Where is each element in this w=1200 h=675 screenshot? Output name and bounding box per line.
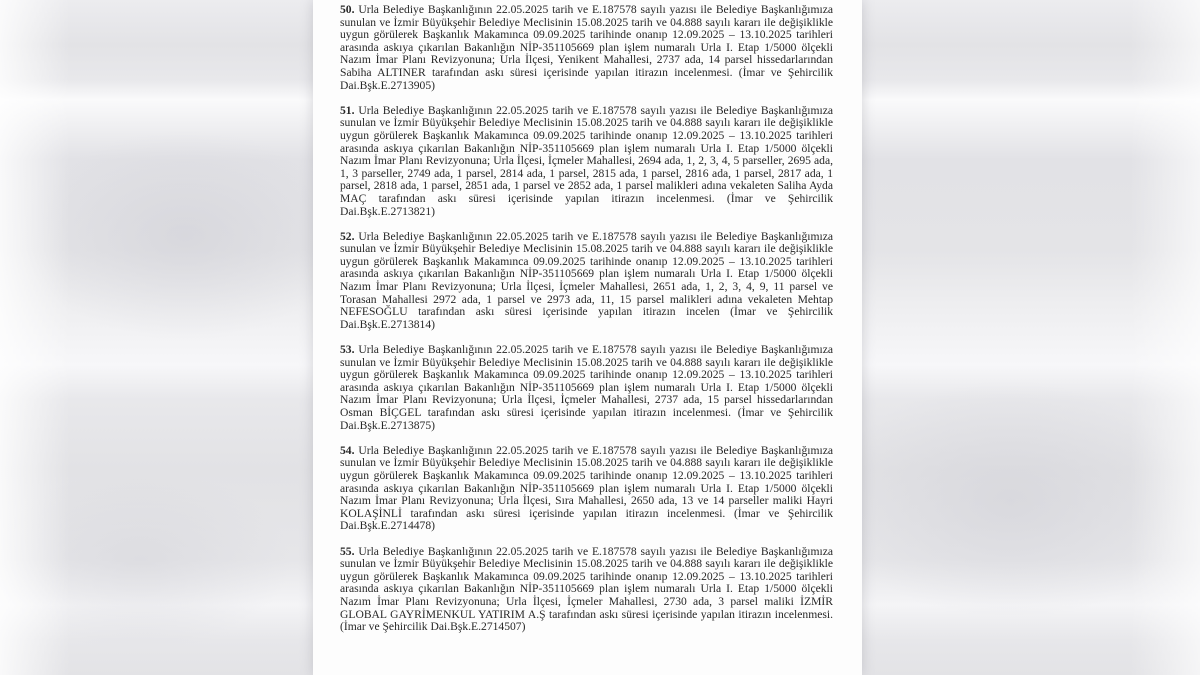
agenda-item-54-number: 54. bbox=[340, 443, 355, 457]
agenda-item-52 bbox=[340, 231, 833, 332]
agenda-item-53 bbox=[340, 344, 833, 432]
document-content bbox=[313, 0, 862, 634]
agenda-item-53-number: 53. bbox=[340, 343, 355, 357]
agenda-item-54-text: Urla Belediye Başkanlığının 22.05.2025 tarih ve E.187578 sayılı yazısı ile Belediye Başkanlığımıza sunulan ve İzmir Büyükşehir Belediye Meclisinin 15.08.2025 tarih ve 04.888 sayılı kararı ile değişiklikle uygun görülerek Başkanlık Makamınca 09.09.2025 tarihinde onanıp 12.09.2025 – 13.10.2025 tarihleri arasında askıya çıkarılan Bakanlığın NİP-351105669 plan işlem numaralı Urla I. Etap 1/5000 ölçekli Nazım İmar Planı Revizyonuna; Urla İlçesi, Sıra Mahallesi, 2650 ada, 13 ve 14 parseller maliki Hayri KOLAŞİNLİ tarafından askı süresi içerisinde yapılan itirazın incelenmesi. (İmar ve Şehircilik Dai.Bşk.E.2714478) bbox=[340, 443, 833, 533]
agenda-item-55-text: Urla Belediye Başkanlığının 22.05.2025 tarih ve E.187578 sayılı yazısı ile Belediye Başkanlığımıza sunulan ve İzmir Büyükşehir Belediye Meclisinin 15.08.2025 tarih ve 04.888 sayılı kararı ile değişiklikle uygun görülerek Başkanlık Makamınca 09.09.2025 tarihinde onanıp 12.09.2025 – 13.10.2025 tarihleri arasında askıya çıkarılan Bakanlığın NİP-351105669 plan işlem numaralı Urla I. Etap 1/5000 ölçekli Nazım İmar Planı Revizyonuna; Urla İlçesi, İçmeler Mahallesi, 2730 ada, 3 parsel maliki İZMİR GLOBAL GAYRİMENKUL YATIRIM A.Ş tarafından askı süresi içerisinde yapılan itirazın incelenmesi. (İmar ve Şehircilik Dai.Bşk.E.2714507) bbox=[340, 544, 833, 634]
agenda-item-50-text: Urla Belediye Başkanlığının 22.05.2025 tarih ve E.187578 sayılı yazısı ile Belediye Başkanlığımıza sunulan ve İzmir Büyükşehir Belediye Meclisinin 15.08.2025 tarih ve 04.888 sayılı kararı ile değişiklikle uygun görülerek Başkanlık Makamınca 09.09.2025 tarihinde onanıp 12.09.2025 – 13.10.2025 tarihleri arasında askıya çıkarılan Bakanlığın NİP-351105669 plan işlem numaralı Urla I. Etap 1/5000 ölçekli Nazım İmar Planı Revizyonuna; Urla İlçesi, Yenikent Mahallesi, 2737 ada, 14 parsel hissedarlarından Sabiha ALTINER tarafından askı süresi içerisinde yapılan itirazın incelenmesi. (İmar ve Şehircilik Dai.Bşk.E.2713905) bbox=[340, 3, 833, 92]
agenda-item-51-number: 51. bbox=[340, 103, 355, 117]
agenda-item-52-text: Urla Belediye Başkanlığının 22.05.2025 tarih ve E.187578 sayılı yazısı ile Belediye Başkanlığımıza sunulan ve İzmir Büyükşehir Belediye Meclisinin 15.08.2025 tarih ve 04.888 sayılı kararı ile değişiklikle uygun görülerek Başkanlık Makamınca 09.09.2025 tarihinde onanıp 12.09.2025 – 13.10.2025 tarihleri arasında askıya çıkarılan Bakanlığın NİP-351105669 plan işlem numaralı Urla I. Etap 1/5000 ölçekli Nazım İmar Planı Revizyonuna; Urla İlçesi, İçmeler Mahallesi, 2651 ada, 1, 2, 3, 4, 9, 11 parsel ve Torasan Mahallesi 2972 ada, 1 parsel ve 2973 ada, 11, 15 parsel malikleri adına vekaleten Mehtap NEFESOĞLU tarafından askı süresi içerisinde yapılan itirazın incelen (İmar ve Şehircilik Dai.Bşk.E.2713814) bbox=[340, 229, 833, 331]
agenda-item-55 bbox=[340, 546, 833, 634]
agenda-item-53-text: Urla Belediye Başkanlığının 22.05.2025 tarih ve E.187578 sayılı yazısı ile Belediye Başkanlığımıza sunulan ve İzmir Büyükşehir Belediye Meclisinin 15.08.2025 tarih ve 04.888 sayılı kararı ile değişiklikle uygun görülerek Başkanlık Makamınca 09.09.2025 tarihinde onanıp 12.09.2025 – 13.10.2025 tarihleri arasında askıya çıkarılan Bakanlığın NİP-351105669 plan işlem numaralı Urla I. Etap 1/5000 ölçekli Nazım İmar Planı Revizyonuna; Urla İlçesi, İçmeler Mahallesi, 2737 ada, 15 parsel hissedarlarından Osman BİÇGEL tarafından askı süresi içerisinde yapılan itirazın incelenmesi. (İmar ve Şehircilik Dai.Bşk.E.2713875) bbox=[340, 343, 833, 432]
agenda-item-50-number: 50. bbox=[340, 3, 355, 16]
agenda-item-55-number: 55. bbox=[340, 544, 355, 558]
agenda-item-52-number: 52. bbox=[340, 229, 355, 243]
agenda-item-51 bbox=[340, 105, 833, 218]
agenda-item-54 bbox=[340, 445, 833, 533]
agenda-item-50 bbox=[340, 4, 833, 92]
agenda-item-51-text: Urla Belediye Başkanlığının 22.05.2025 tarih ve E.187578 sayılı yazısı ile Belediye Başkanlığımıza sunulan ve İzmir Büyükşehir Belediye Meclisinin 15.08.2025 tarih ve 04.888 sayılı kararı ile değişiklikle uygun görülerek Başkanlık Makamınca 09.09.2025 tarihinde onanıp 12.09.2025 – 13.10.2025 tarihleri arasında askıya çıkarılan Bakanlığın NİP-351105669 plan işlem numaralı Urla I. Etap 1/5000 ölçekli Nazım İmar Planı Revizyonuna; Urla İlçesi, İçmeler Mahallesi, 2694 ada, 1, 2, 3, 4, 5 parseller, 2695 ada, 1, 3 parseller, 2749 ada, 1 parsel, 2814 ada, 1 parsel, 2815 ada, 1 parsel, 2816 ada, 1 parsel, 2817 ada, 1 parsel, 2818 ada, 1 parsel, 2851 ada, 1 parsel ve 2852 ada, 1 parsel malikleri adına vekaleten Saliha Ayda MAÇ tarafından askı süresi içerisinde yapılan itirazın incelenmesi. (İmar ve Şehircilik Dai.Bşk.E.2713821) bbox=[340, 103, 833, 218]
document-page bbox=[313, 0, 862, 675]
